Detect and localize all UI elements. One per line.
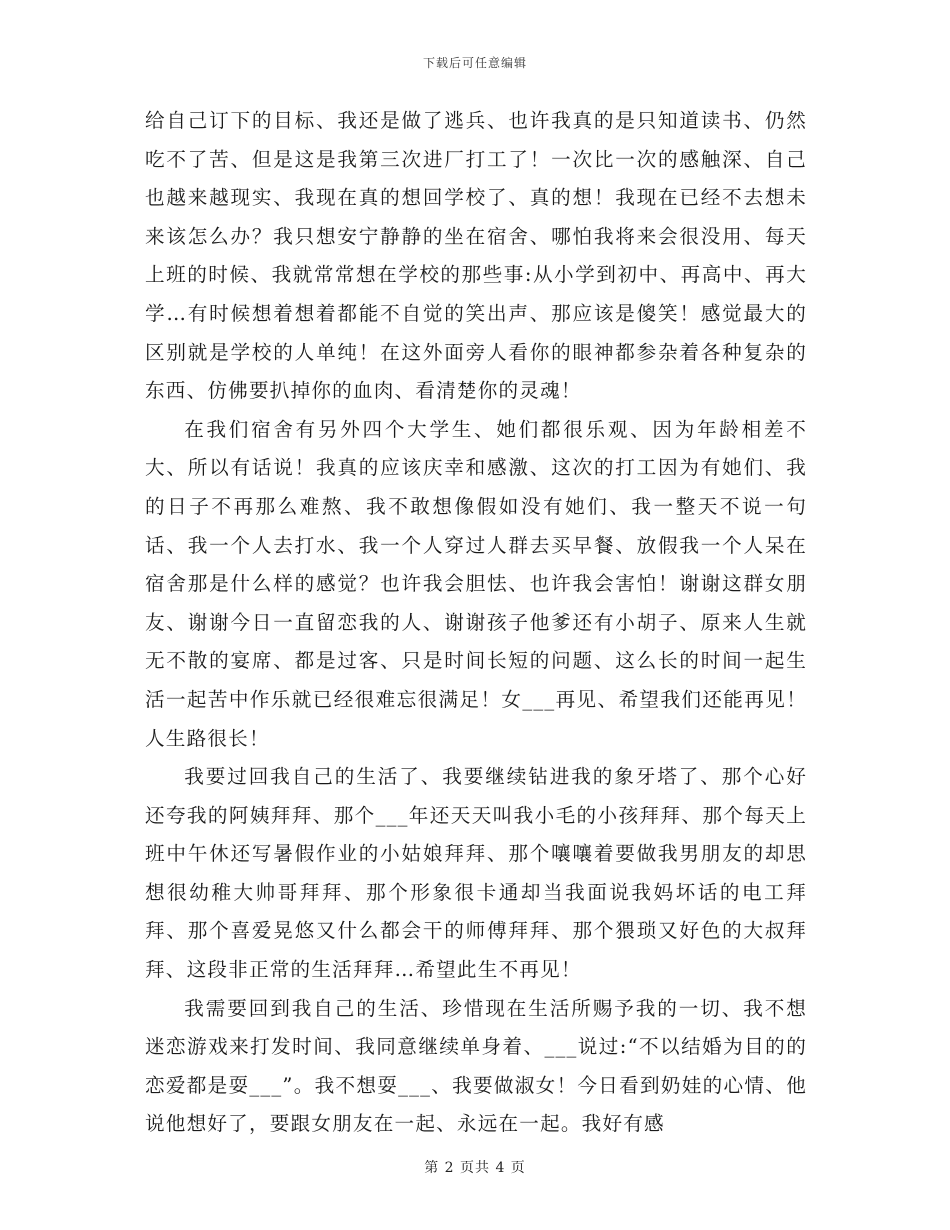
page-number: 第 2 页共 4 页 (424, 1160, 526, 1176)
page-header: 下载后可任意编辑 (422, 56, 527, 70)
paragraph-3: 我要过回我自己的生活了、我要继续钻进我的象牙塔了、那个心好还夸我的阿姨拜拜、那个___年还天天叫我小毛的小孩拜拜、那个每天上班中午休还写暑假作业的小姑娘拜拜、那个嚷嚷着要做我男朋友的却思想很幼稚大帅哥拜拜、那个形象很卡通却当我面说我妈坏话的电工拜拜、那个喜爱晃悠又什么都会干的师傅拜拜、那个猥琐又好色的大叔拜拜、这段非正常的生活拜拜…希望此生不再见！ (145, 765, 807, 982)
paragraph-2: 在我们宿舍有另外四个大学生、她们都很乐观、因为年龄相差不大、所以有话说！我真的应该庆幸和感激、这次的打工因为有她们、我的日子不再那么难熬、我不敢想像假如没有她们、我一整天不说一句话、我一个人去打水、我一个人穿过人群去买早餐、放假我一个人呆在宿舍那是什么样的感觉？也许我会胆怯、也许我会害怕！谢谢这群女朋友、谢谢今日一直留恋我的人、谢谢孩子他爹还有小胡子、原来人生就无不散的宴席、都是过客、只是时间长短的问题、这么长的时间一起生活一起苦中作乐就已经很难忘很满足！女___再见、希望我们还能再见！人生路很长！ (145, 417, 807, 750)
paragraph-4: 我需要回到我自己的生活、珍惜现在生活所赐予我的一切、我不想迷恋游戏来打发时间、我同意继续单身着、___说过:“不以结婚为目的的恋爱都是耍___”。我不想耍___、我要做淑女！今日看到奶娃的心情、他说他想好了，要跟女朋友在一起、永远在一起。我好有感 (145, 996, 807, 1136)
document-body (145, 102, 807, 1144)
paragraph-1: 给自己订下的目标、我还是做了逃兵、也许我真的是只知道读书、仍然吃不了苦、但是这是我第三次进厂打工了！一次比一次的感触深、自己也越来越现实、我现在真的想回学校了、真的想！我现在已经不去想未来该怎么办？我只想安宁静静的坐在宿舍、哪怕我将来会很没用、每天上班的时候、我就常常想在学校的那些事:从小学到初中、再高中、再大学…有时候想着想着都能不自觉的笑出声、那应该是傻笑！感觉最大的区别就是学校的人单纯！在这外面旁人看你的眼神都参杂着各种复杂的东西、仿佛要扒掉你的血肉、看清楚你的灵魂！ (145, 109, 807, 403)
